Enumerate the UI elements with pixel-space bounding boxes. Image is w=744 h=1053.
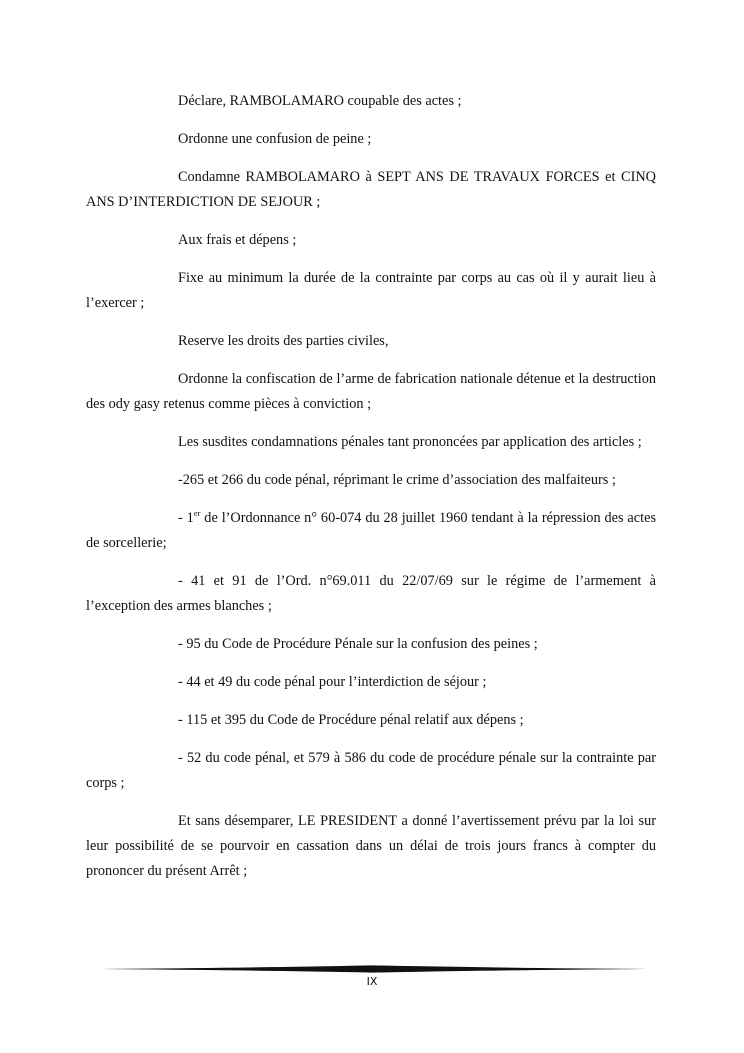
article-ordinal: er (193, 508, 201, 518)
document-body (86, 89, 656, 897)
paragraph-application: Les susdites condamnations pénales tant prononcées par application des articles ; (178, 434, 642, 450)
article-item: - 41 et 91 de l’Ord. n°69.011 du 22/07/69 sur le régime de l’armement à l’exception des armes blanches ; (86, 573, 656, 614)
paragraph-appeal-warning: Et sans désemparer, LE PRESIDENT a donné l’avertissement prévu par la loi sur leur possibilité de se pourvoir en cassation dans un délai de trois jours francs à compter du prononcer du présent Arrêt ; (86, 813, 656, 879)
footer-divider (100, 964, 646, 974)
article-item: -265 et 266 du code pénal, réprimant le crime d’association des malfaiteurs ; (178, 472, 616, 488)
article-number: - 1 (178, 510, 194, 526)
paragraph-costs: Aux frais et dépens ; (178, 232, 297, 248)
article-item: - 52 du code pénal, et 579 à 586 du code de procédure pénale sur la contrainte par corps ; (86, 750, 656, 791)
article-item: - 44 et 49 du code pénal pour l’interdiction de séjour ; (178, 674, 487, 690)
paragraph-civil-rights: Reserve les droits des parties civiles, (178, 333, 389, 349)
paragraph-declaration: Déclare, RAMBOLAMARO coupable des actes ; (178, 93, 462, 109)
paragraph-confiscation: Ordonne la confiscation de l’arme de fabrication nationale détenue et la destruction des ody gasy retenus comme pièces à conviction ; (86, 371, 656, 412)
article-item: - 95 du Code de Procédure Pénale sur la confusion des peines ; (178, 636, 538, 652)
page-number: IX (366, 975, 378, 988)
article-text: de l’Ordonnance n° 60-074 du 28 juillet 1960 tendant à la répression des actes de sorcellerie; (86, 510, 657, 551)
paragraph-constraint: Fixe au minimum la durée de la contrainte par corps au cas où il y aurait lieu à l’exercer ; (86, 270, 656, 311)
article-item (86, 506, 656, 556)
paragraph-confusion: Ordonne une confusion de peine ; (178, 131, 372, 147)
article-item: - 115 et 395 du Code de Procédure pénal relatif aux dépens ; (178, 712, 524, 728)
paragraph-sentence: Condamne RAMBOLAMARO à SEPT ANS DE TRAVAUX FORCES et CINQ ANS D’INTERDICTION DE SEJOUR ; (86, 169, 656, 210)
